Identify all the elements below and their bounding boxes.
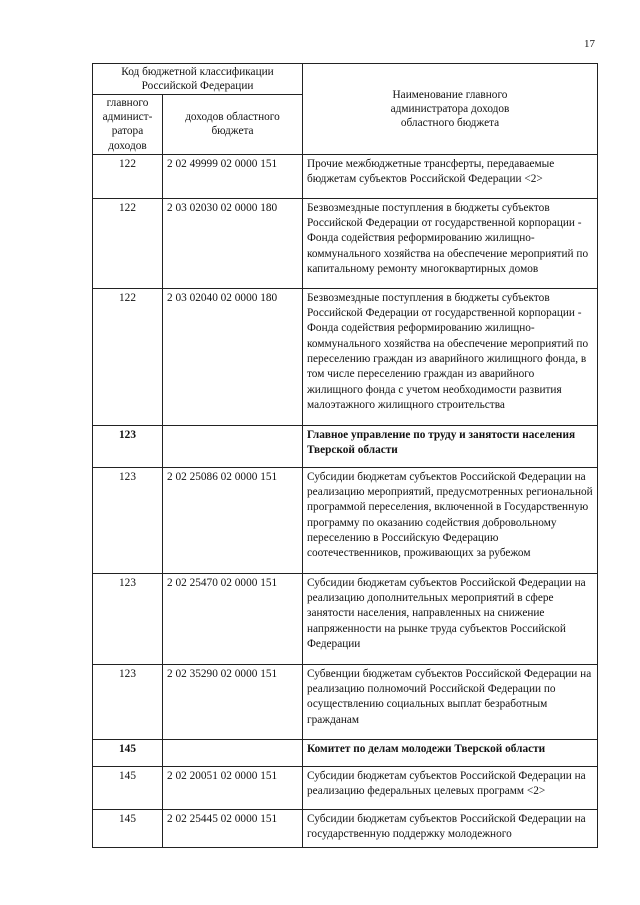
name-cell: Субсидии бюджетам субъектов Российской Федерации на реализацию мероприятий, предусмотренных региональной программой переселения, включенной в Государственную программу по оказанию содействия добровольному переселению в Российскую Федерацию соотечественников, проживающих за рубежом — [303, 467, 598, 573]
header-admin-column: главного админист-ратора доходов — [93, 95, 163, 154]
admin-code-cell: 123 — [93, 573, 163, 664]
admin-code-cell: 122 — [93, 288, 163, 425]
table-row — [93, 288, 598, 425]
table-row — [93, 198, 598, 288]
admin-code-cell: 145 — [93, 766, 163, 809]
admin-code-cell: 123 — [93, 664, 163, 739]
table-row — [93, 766, 598, 809]
income-code-cell: 2 02 25086 02 0000 151 — [163, 467, 303, 573]
budget-classification-table — [92, 63, 598, 848]
name-cell: Главное управление по труду и занятости населения Тверской области — [303, 425, 598, 467]
income-code-cell — [163, 425, 303, 467]
admin-code-cell: 145 — [93, 739, 163, 766]
name-cell: Субсидии бюджетам субъектов Российской Федерации на государственную поддержку молодежного — [303, 809, 598, 847]
income-code-cell: 2 03 02030 02 0000 180 — [163, 198, 303, 288]
header-code-column: доходов областного бюджета — [163, 95, 303, 154]
name-cell: Комитет по делам молодежи Тверской области — [303, 739, 598, 766]
table-row — [93, 573, 598, 664]
name-cell: Субвенции бюджетам субъектов Российской Федерации на реализацию полномочий Российской Федерации по осуществлению социальных выплат безработным гражданам — [303, 664, 598, 739]
table-row — [93, 664, 598, 739]
income-code-cell: 2 02 25445 02 0000 151 — [163, 809, 303, 847]
header-group-title: Код бюджетной классификации Российской Федерации — [93, 64, 303, 95]
admin-code-cell: 122 — [93, 198, 163, 288]
income-code-cell: 2 02 25470 02 0000 151 — [163, 573, 303, 664]
income-code-cell — [163, 739, 303, 766]
table-row — [93, 425, 598, 467]
admin-code-cell: 123 — [93, 467, 163, 573]
income-code-cell: 2 02 35290 02 0000 151 — [163, 664, 303, 739]
name-cell: Субсидии бюджетам субъектов Российской Федерации на реализацию дополнительных мероприятий в сфере занятости населения, направленных на снижение напряженности на рынке труда субъектов Российской Федерации — [303, 573, 598, 664]
header-name-column: Наименование главного администратора доходов областного бюджета — [303, 64, 598, 155]
table-header — [93, 64, 598, 155]
income-code-cell: 2 03 02040 02 0000 180 — [163, 288, 303, 425]
name-cell: Прочие межбюджетные трансферты, передаваемые бюджетам субъектов Российской Федерации <2> — [303, 154, 598, 198]
name-cell: Субсидии бюджетам субъектов Российской Федерации на реализацию федеральных целевых программ <2> — [303, 766, 598, 809]
admin-code-cell: 122 — [93, 154, 163, 198]
page-number: 17 — [584, 38, 595, 50]
name-cell: Безвозмездные поступления в бюджеты субъектов Российской Федерации от государственной корпорации - Фонда содействия реформированию жилищно-коммунального хозяйства на обеспечение мероприятий по капитальному ремонту многоквартирных домов — [303, 198, 598, 288]
table-row — [93, 739, 598, 766]
income-code-cell: 2 02 49999 02 0000 151 — [163, 154, 303, 198]
table-row — [93, 467, 598, 573]
admin-code-cell: 145 — [93, 809, 163, 847]
admin-code-cell: 123 — [93, 425, 163, 467]
name-cell: Безвозмездные поступления в бюджеты субъектов Российской Федерации от государственной корпорации - Фонда содействия реформированию жилищно-коммунального хозяйства на обеспечение мероприятий по переселению граждан из аварийного жилищного фонда, в том числе переселению граждан из аварийного жилищного фонда с учетом необходимости развития малоэтажного жилищного строительства — [303, 288, 598, 425]
table-row — [93, 154, 598, 198]
table-row — [93, 809, 598, 847]
income-code-cell: 2 02 20051 02 0000 151 — [163, 766, 303, 809]
